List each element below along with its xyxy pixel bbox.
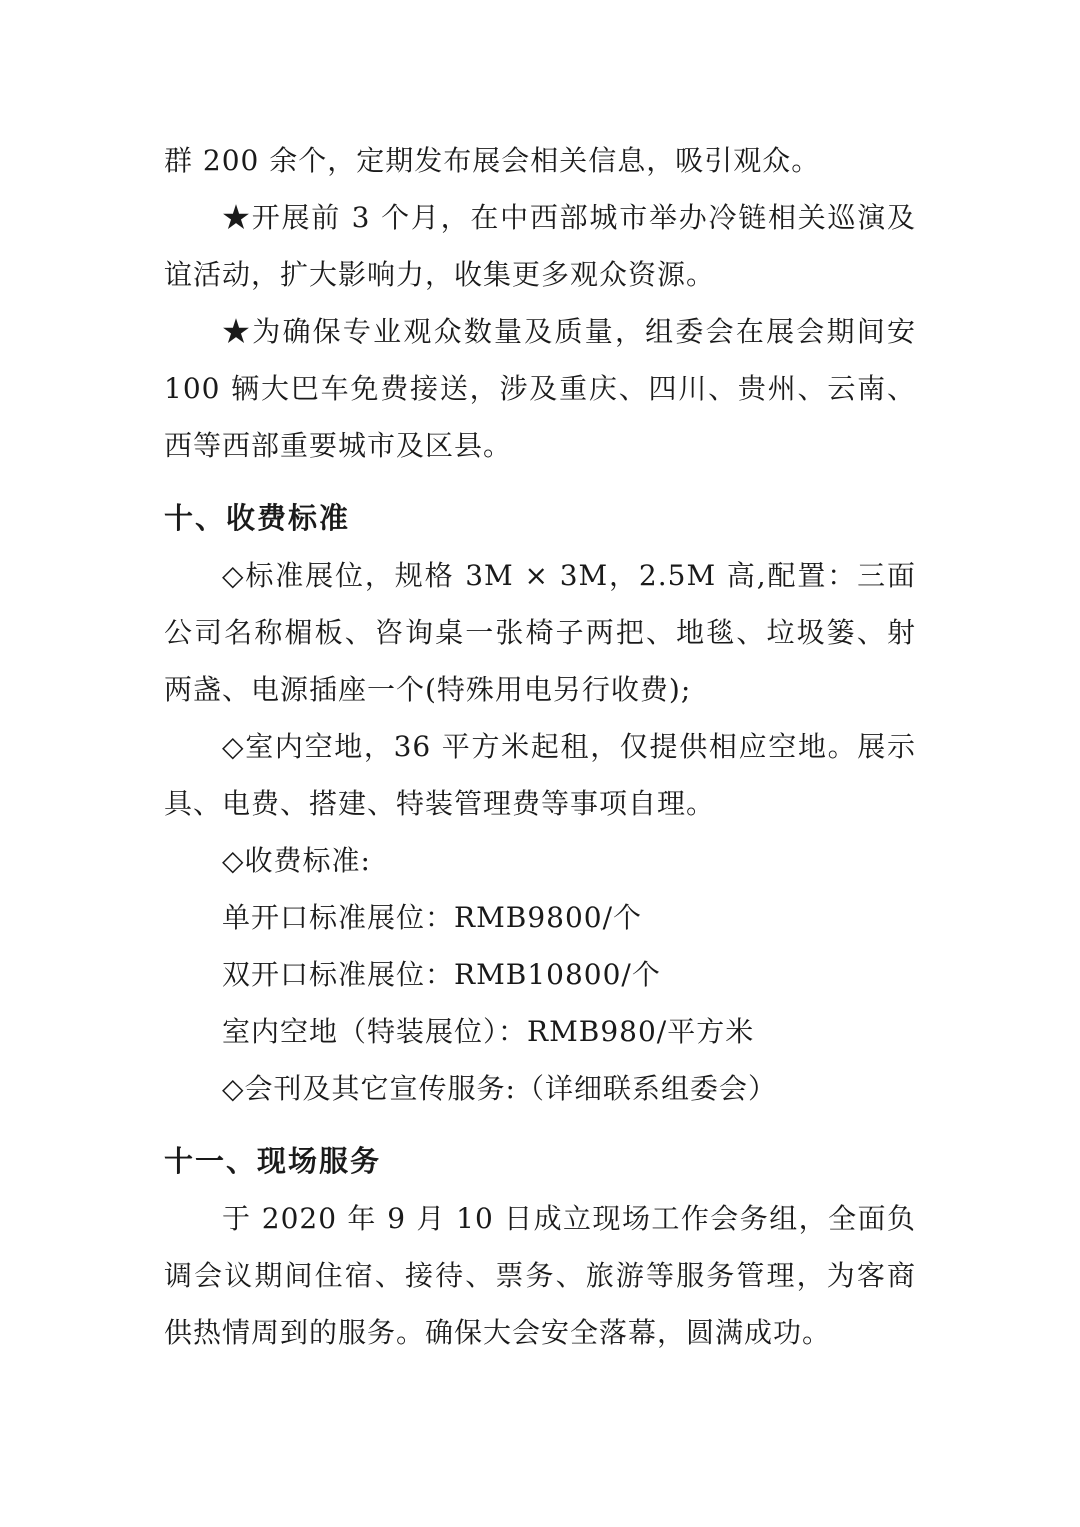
paragraph-line: 于 2020 年 9 月 10 日成立现场工作会务组，全面负 xyxy=(222,1202,916,1235)
document-body xyxy=(164,132,916,1361)
paragraph-line: 群 200 余个，定期发布展会相关信息，吸引观众。 xyxy=(164,144,821,177)
paragraph-line: 调会议期间住宿、接待、票务、旅游等服务管理，为客商 xyxy=(164,1259,916,1292)
paragraph-line: 西等西部重要城市及区县。 xyxy=(164,429,513,462)
fee-single-opening-booth: 单开口标准展位：RMB9800/个 xyxy=(222,901,643,934)
fee-indoor-space: 室内空地（特装展位）：RMB980/平方米 xyxy=(222,1015,755,1048)
paragraph-line: 供热情周到的服务。确保大会安全落幕，圆满成功。 xyxy=(164,1316,832,1349)
paragraph-line: ◇标准展位，规格 3M × 3M，2.5M 高,配置：三面 xyxy=(222,559,916,592)
paragraph-line: ★为确保专业观众数量及质量，组委会在展会期间安 xyxy=(222,315,916,348)
fee-publicity-services: ◇会刊及其它宣传服务:（详细联系组委会） xyxy=(222,1072,777,1105)
paragraph-line: 100 辆大巴车免费接送，涉及重庆、四川、贵州、云南、 xyxy=(164,372,916,405)
fee-double-opening-booth: 双开口标准展位：RMB10800/个 xyxy=(222,958,661,991)
paragraph-line: 谊活动，扩大影响力，收集更多观众资源。 xyxy=(164,258,716,291)
section-heading-onsite-service: 十一、现场服务 xyxy=(164,1144,382,1178)
paragraph-line: ★开展前 3 个月，在中西部城市举办冷链相关巡演及 xyxy=(222,201,916,234)
paragraph-line: ◇室内空地，36 平方米起租，仅提供相应空地。展示 xyxy=(222,730,916,763)
fee-standard-title: ◇收费标准: xyxy=(222,844,371,877)
paragraph-line: 具、电费、搭建、特装管理费等事项自理。 xyxy=(164,787,716,820)
paragraph-line: 公司名称楣板、咨询桌一张椅子两把、地毯、垃圾篓、射 xyxy=(164,616,916,649)
paragraph-line: 两盏、电源插座一个(特殊用电另行收费); xyxy=(164,673,692,706)
section-heading-fees: 十、收费标准 xyxy=(164,501,351,535)
